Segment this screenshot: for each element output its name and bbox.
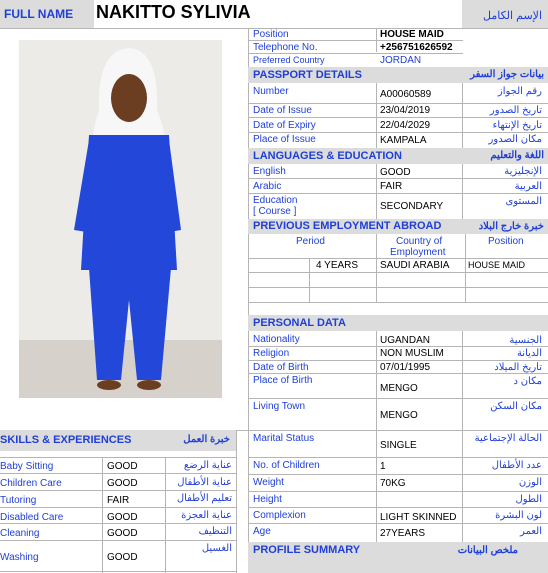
profile-section-title: PROFILE SUMMARY bbox=[253, 544, 361, 556]
position-label: Position bbox=[253, 29, 289, 40]
employment-position-value: HOUSE MAID bbox=[468, 260, 526, 270]
passport-section-title-ar: بيانات جواز السفر bbox=[470, 69, 544, 80]
employment-section-title: PREVIOUS EMPLOYMENT ABROAD bbox=[253, 220, 442, 232]
skill-label: Washing bbox=[0, 552, 39, 563]
skill-value: GOOD bbox=[107, 552, 138, 563]
children-value: 1 bbox=[380, 461, 386, 472]
skill-value: GOOD bbox=[107, 461, 138, 472]
education-value: SECONDARY bbox=[380, 201, 444, 212]
religion-value: NON MUSLIM bbox=[380, 348, 444, 359]
education-course-label: [ Course ] bbox=[253, 206, 297, 217]
issue-date-label: Date of Issue bbox=[253, 105, 312, 116]
living-town-value: MENGO bbox=[380, 410, 418, 421]
skills-section-title-ar: خبرة العمل bbox=[183, 434, 230, 445]
skill-label: Cleaning bbox=[0, 528, 40, 539]
marital-status-value: SINGLE bbox=[380, 440, 417, 451]
children-ar: عدد الأطفال bbox=[491, 460, 542, 471]
religion-ar: الديانة bbox=[516, 348, 542, 359]
languages-section-title-ar: اللغة والتعليم bbox=[490, 150, 544, 161]
profile-section-title-ar: ملخص البيانات bbox=[457, 545, 518, 556]
pob-ar: مكان د bbox=[513, 376, 542, 387]
personal-section-title: PERSONAL DATA bbox=[253, 317, 346, 329]
english-value: GOOD bbox=[380, 167, 411, 178]
place-of-issue-label: Place of Issue bbox=[253, 134, 316, 145]
skill-value: GOOD bbox=[107, 528, 138, 539]
expiry-date-ar: تاريخ الإنتهاء bbox=[492, 120, 542, 131]
place-of-issue-ar: مكان الصدور bbox=[488, 134, 542, 145]
arabic-label: Arabic bbox=[253, 181, 282, 192]
country-column-header-2: Employment bbox=[390, 247, 446, 258]
age-value: 27YEARS bbox=[380, 528, 426, 539]
complexion-ar: لون البشرة bbox=[495, 510, 542, 521]
religion-label: Religion bbox=[253, 348, 290, 359]
telephone-value: +256751626592 bbox=[380, 42, 453, 53]
weight-label: Weight bbox=[253, 477, 284, 488]
preferred-country-label: Preferred Country bbox=[253, 55, 325, 65]
marital-status-label: Marital Status bbox=[253, 433, 315, 444]
pob-label: Place of Birth bbox=[253, 375, 313, 386]
complexion-label: Complexion bbox=[253, 510, 306, 521]
age-ar: العمر bbox=[520, 526, 542, 537]
english-label: English bbox=[253, 166, 286, 177]
living-town-ar: مكان السكن bbox=[490, 401, 542, 412]
height-label: Height bbox=[253, 494, 282, 505]
age-label: Age bbox=[253, 526, 271, 537]
period-column-header: Period bbox=[296, 236, 325, 247]
skill-value: GOOD bbox=[107, 478, 138, 489]
complexion-value: LIGHT SKINNED bbox=[380, 512, 457, 523]
position-value: HOUSE MAID bbox=[380, 29, 444, 40]
height-ar: الطول bbox=[515, 494, 542, 505]
weight-value: 70KG bbox=[380, 478, 406, 489]
preferred-country-value: JORDAN bbox=[380, 55, 422, 66]
education-label: Education bbox=[253, 195, 298, 206]
passport-section-title: PASSPORT DETAILS bbox=[253, 69, 362, 81]
passport-number-value: A00060589 bbox=[380, 89, 432, 100]
skill-value: GOOD bbox=[107, 512, 138, 523]
skills-section-title: SKILLS & EXPERIENCES bbox=[0, 434, 132, 446]
dob-value: 07/01/1995 bbox=[380, 362, 431, 373]
issue-date-value: 23/04/2019 bbox=[380, 105, 431, 116]
candidate-photo bbox=[19, 40, 222, 398]
skill-ar: عناية الرضع bbox=[183, 460, 232, 471]
living-town-label: Living Town bbox=[253, 401, 306, 412]
skill-ar: عناية الأطفال bbox=[177, 477, 232, 488]
dob-ar: تاريخ الميلاد bbox=[494, 362, 542, 373]
marital-status-ar: الحالة الإجتماعية bbox=[474, 433, 542, 444]
telephone-label: Telephone No. bbox=[253, 42, 318, 53]
skill-label: Baby Sitting bbox=[0, 461, 54, 472]
weight-ar: الوزن bbox=[518, 477, 542, 488]
employment-country-value: SAUDI ARABIA bbox=[380, 260, 450, 271]
skill-ar: تعليم الأطفال bbox=[176, 493, 232, 504]
skill-label: Tutoring bbox=[0, 495, 37, 506]
country-column-header: Country of bbox=[396, 236, 443, 247]
children-label: No. of Children bbox=[253, 460, 320, 471]
skill-ar: التنظيف bbox=[198, 526, 232, 537]
skill-value: FAIR bbox=[107, 495, 130, 506]
position-column-header: Position bbox=[488, 236, 524, 247]
full-name-ar: الإسم الكامل bbox=[483, 10, 542, 22]
nationality-ar: الجنسية bbox=[509, 335, 542, 346]
languages-section-title: LANGUAGES & EDUCATION bbox=[253, 150, 402, 162]
candidate-name: NAKITTO SYLIVIA bbox=[96, 2, 251, 22]
arabic-ar: العربية bbox=[514, 181, 542, 192]
skill-label: Children Care bbox=[0, 478, 62, 489]
issue-date-ar: تاريخ الصدور bbox=[489, 105, 542, 116]
employment-period-value: 4 YEARS bbox=[316, 260, 359, 271]
skill-ar: الغسيل bbox=[201, 543, 232, 554]
person-photo-icon bbox=[19, 40, 222, 398]
education-ar: المستوى bbox=[505, 196, 542, 207]
passport-number-label: Number bbox=[253, 86, 289, 97]
arabic-value: FAIR bbox=[380, 181, 403, 192]
skill-label: Disabled Care bbox=[0, 512, 64, 523]
skill-ar: عناية العجزة bbox=[181, 510, 232, 521]
passport-number-ar: رقم الجواز bbox=[497, 86, 542, 97]
nationality-value: UGANDAN bbox=[380, 335, 431, 346]
english-ar: الإنجليزية bbox=[504, 166, 542, 177]
expiry-date-value: 22/04/2029 bbox=[380, 120, 431, 131]
expiry-date-label: Date of Expiry bbox=[253, 120, 316, 131]
pob-value: MENGO bbox=[380, 383, 418, 394]
full-name-label: FULL NAME bbox=[4, 7, 74, 21]
employment-section-title-ar: خبرة خارج البلاد bbox=[478, 221, 544, 232]
place-of-issue-value: KAMPALA bbox=[380, 135, 427, 146]
dob-label: Date of Birth bbox=[253, 362, 309, 373]
nationality-label: Nationality bbox=[253, 334, 300, 345]
